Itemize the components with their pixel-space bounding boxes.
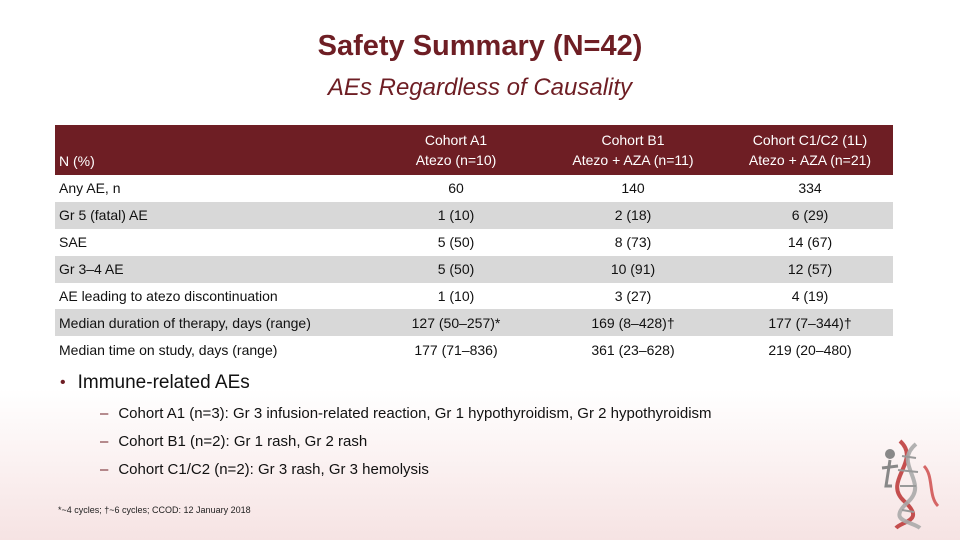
cell-cohort-a1: 60: [448, 180, 464, 197]
header-cohort-b1: [539, 125, 727, 175]
bullet-section: [60, 372, 920, 394]
table-row: [55, 283, 893, 310]
table-row: [55, 256, 893, 283]
header-cohort-b1-line1: Cohort B1: [601, 132, 665, 148]
sub-bullet-text: Cohort A1 (n=3): Gr 3 infusion-related reaction, Gr 1 hypothyroidism, Gr 2 hypothyroidism: [118, 405, 712, 422]
safety-table: [55, 125, 893, 363]
cell-cohort-b1: 3 (27): [614, 288, 652, 304]
table-row: [55, 229, 893, 256]
cell-cohort-c1c2: 14 (67): [787, 234, 833, 251]
header-cohort-c1c2-line1: Cohort C1/C2 (1L): [752, 132, 868, 148]
header-label: N (%): [59, 153, 95, 169]
row-label: Gr 3–4 AE: [59, 261, 124, 278]
footnote: *~4 cycles; †~6 cycles; CCOD: 12 January 2018: [58, 505, 251, 515]
cell-cohort-b1: 8 (73): [614, 234, 652, 251]
table-row: [55, 202, 893, 229]
row-label: Median time on study, days (range): [59, 341, 278, 358]
cell-cohort-a1: 127 (50–257)*: [411, 314, 501, 331]
cell-cohort-b1: 169 (8–428)†: [591, 314, 675, 331]
cell-cohort-c1c2: 219 (20–480): [768, 341, 852, 358]
row-label: Any AE, n: [59, 180, 121, 197]
cell-cohort-b1: 2 (18): [614, 207, 652, 224]
header-cohort-b1-line2: Atezo + AZA (n=11): [572, 152, 694, 168]
slide-subtitle: AEs Regardless of Causality: [327, 74, 633, 101]
header-cohort-a1: [373, 125, 539, 175]
slide-title: Safety Summary (N=42): [317, 30, 643, 62]
cell-cohort-a1: 5 (50): [437, 234, 475, 251]
row-label: SAE: [59, 234, 88, 251]
sub-bullet: [100, 433, 367, 450]
cell-cohort-b1: 140: [621, 180, 645, 197]
header-cohort-a1-line2: Atezo (n=10): [415, 152, 497, 168]
table-row: [55, 175, 893, 202]
cell-cohort-c1c2: 12 (57): [787, 261, 833, 278]
cell-cohort-a1: 1 (10): [437, 207, 475, 224]
row-label: AE leading to atezo discontinuation: [59, 288, 278, 304]
header-cohort-a1-line1: Cohort A1: [424, 132, 488, 148]
sub-bullet-dash: –: [100, 461, 109, 478]
cell-cohort-b1: 10 (91): [610, 261, 656, 278]
cell-cohort-c1c2: 6 (29): [791, 207, 829, 224]
bullet-dot: •: [60, 374, 66, 391]
sub-bullet-dash: –: [100, 433, 109, 450]
table-row: [55, 309, 893, 336]
cell-cohort-c1c2: 4 (19): [791, 288, 829, 304]
cell-cohort-a1: 5 (50): [437, 261, 475, 278]
sub-bullet-text: Cohort B1 (n=2): Gr 1 rash, Gr 2 rash: [118, 433, 368, 450]
sub-bullet-dash: –: [100, 405, 109, 422]
header-cohort-c1c2: [727, 125, 893, 175]
cell-cohort-a1: 177 (71–836): [414, 341, 498, 358]
header-cohort-c1c2-line2: Atezo + AZA (n=21): [748, 152, 872, 168]
bullet-immune-related: [60, 372, 920, 394]
row-label: Gr 5 (fatal) AE: [59, 207, 148, 224]
cell-cohort-a1: 1 (10): [437, 288, 475, 304]
cell-cohort-c1c2: 334: [798, 180, 822, 197]
table-header-row: [55, 125, 893, 175]
cell-cohort-b1: 361 (23–628): [591, 341, 675, 358]
cell-cohort-c1c2: 177 (7–344)†: [768, 314, 852, 331]
sub-bullet: [100, 405, 712, 422]
sub-bullet: [100, 461, 429, 478]
table-row: [55, 336, 893, 363]
dna-helix-figure-icon: [872, 436, 952, 531]
bullet-text: Immune-related AEs: [77, 372, 250, 393]
row-label: Median duration of therapy, days (range): [59, 314, 311, 331]
sub-bullet-text: Cohort C1/C2 (n=2): Gr 3 rash, Gr 3 hemolysis: [118, 461, 429, 478]
